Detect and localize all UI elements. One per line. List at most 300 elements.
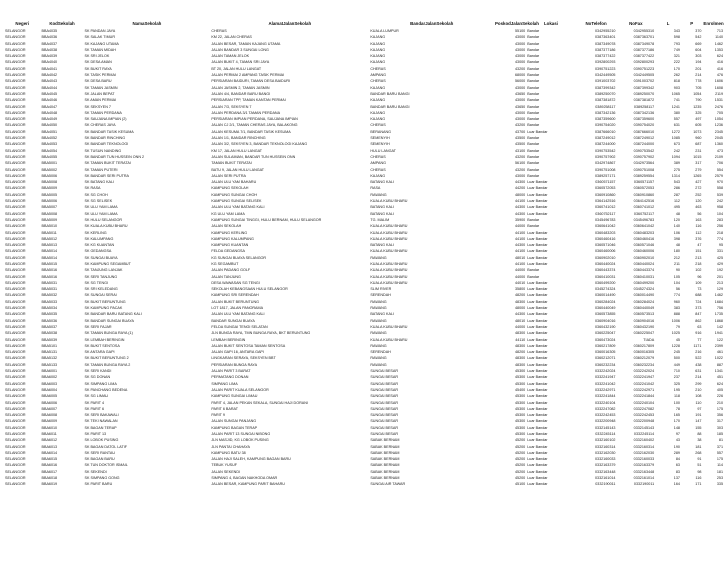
cell-no-telefon: 0390753542 [594,148,616,153]
cell-lokasi: Bandar [527,167,540,172]
cell-lokasi: Luar Bandar [527,381,548,386]
cell-bandar: SERENDAH [370,293,391,298]
cell-lokasi: Luar Bandar [527,438,548,443]
cell-enrolmen: 129 [716,287,723,292]
cell-lokasi: Luar Bandar [527,350,548,355]
cell-enrolmen: 405 [716,387,723,392]
cell-no-telefon: 0360443374 [594,268,616,273]
cell-nama-sekolah: SK BUKIT BERUNTUNG [84,299,126,304]
cell-bandar: KAJANG [370,35,386,40]
cell-negeri: SELANGOR [5,60,26,65]
cell-l: 500 [673,356,680,361]
cell-nama-sekolah: SK PARIT BARU [84,482,113,487]
cell-lokasi: Luar Bandar [527,406,548,411]
cell-kod-sekolah: BBA5036 [41,318,58,323]
cell-nama-sekolah: SK SERI RANTAU [84,450,115,455]
cell-enrolmen: 1684 [714,299,723,304]
cell-negeri: SELANGOR [5,211,26,216]
cell-negeri: SELANGOR [5,142,26,147]
cell-alamat: PARIT 6 BARAT [211,406,238,411]
cell-nama-sekolah: SK TAMAN PUTERI [84,167,118,172]
cell-no-telefon: 0332190011 [595,482,616,487]
cell-lokasi: Bandar [527,54,540,59]
cell-no-fax: 0332160314 [633,444,655,449]
cell-no-fax: 0360440024 [633,261,655,266]
cell-alamat: JALAN SERI PUTRA [211,173,246,178]
cell-bandar: HULU LANGAT [370,148,396,153]
cell-bandar: BATANG KALI [370,211,394,216]
cell-no-fax: 0389258117 [633,104,655,109]
cell-negeri: SELANGOR [5,110,26,115]
cell-poskod: 44300 [514,180,526,185]
cell-l: 631 [673,123,680,128]
cell-alamat: BATU 9, JALAN HULU LANGAT [211,167,265,172]
cell-lokasi: Luar Bandar [527,318,548,323]
cell-kod-sekolah: BBA5035 [41,312,58,317]
cell-enrolmen: 175 [716,406,723,411]
cell-p: 47 [697,243,702,248]
cell-kod-sekolah: BBA5010 [41,224,58,229]
cell-bandar: BATANG KALI [370,180,394,185]
cell-no-fax: 0332161014 [633,476,655,481]
cell-alamat: JALAN BUKIT BERUNTUNG [211,299,259,304]
cell-enrolmen: 185 [716,432,723,436]
cell-no-fax: 0360904016 [633,318,655,323]
cell-alamat: JALAN BESAR, KAMPUNG PARIT BAHARU [211,482,285,487]
cell-no-telefon: 0387666010 [594,129,616,134]
cell-no-fax: 0360232234 [633,362,655,367]
cell-l: 79 [675,324,680,329]
cell-l: 90 [675,268,680,273]
cell-l: 180 [673,249,680,254]
cell-kod-sekolah: BBA4035 [41,29,58,33]
cell-no-fax: 0360014490 [633,293,655,298]
cell-p: 97 [697,406,702,411]
cell-l: 1272 [671,129,680,134]
cell-l: 148 [673,425,680,430]
cell-l: 383 [673,306,680,311]
cell-negeri: SELANGOR [5,47,26,52]
cell-l: 818 [673,79,680,84]
cell-kod-sekolah: BBA6010 [41,425,58,430]
cell-negeri: SELANGOR [5,224,26,229]
cell-nama-sekolah: SK BANDAR TASIK KESUMA [84,129,134,134]
cell-enrolmen: 2119 [715,91,723,96]
cell-enrolmen: 705 [716,110,723,115]
cell-p: 631 [695,369,702,374]
cell-p: 91 [697,457,702,462]
cell-poskod: 44100 [514,199,526,204]
header-l: L [666,21,670,26]
cell-kod-sekolah: BBA6009 [41,419,58,424]
cell-l: 1065 [671,91,680,96]
cell-poskod: 43650 [514,104,526,109]
cell-no-fax: 0392800293 [633,60,655,65]
cell-alamat: DESA WAWASAN SG TENGI [211,280,260,285]
cell-negeri: SELANGOR [5,318,26,323]
cell-no-fax: 0360573513 [633,312,655,317]
cell-bandar: RAWANG [370,356,387,361]
cell-lokasi: Bandar [527,35,540,40]
cell-enrolmen: 473 [716,148,723,153]
cell-lokasi: Luar Bandar [527,469,548,474]
cell-enrolmen: 461 [716,350,723,355]
cell-enrolmen: 192 [716,268,723,273]
cell-negeri: SELANGOR [5,66,26,71]
cell-no-fax: 0391003702 [633,79,655,84]
cell-poskod: 44300 [514,312,526,317]
cell-no-telefon: 0360460416 [594,236,616,241]
cell-poskod: 45200 [514,444,526,449]
cell-l: 710 [673,369,680,374]
header-p: P [690,21,694,26]
cell-nama-sekolah: SK KALUMPANG [84,236,114,241]
cell-l: 84 [675,457,680,462]
cell-alamat: SIMPANG 4, BAGAN NAKHODA OMAR [211,476,278,481]
cell-kod-sekolah: BBA6015 [41,457,58,462]
cell-l: 190 [673,444,680,449]
cell-negeri: SELANGOR [5,230,26,235]
cell-alamat: KAMPUNG SUNGAI CHOH [211,192,258,197]
cell-negeri: SELANGOR [5,274,26,279]
cell-negeri: SELANGOR [5,406,26,411]
cell-no-fax: 0389259554 [633,173,655,178]
cell-p: 120 [695,199,702,204]
cell-poskod: 43650 [514,91,526,96]
cell-bandar: KAJANG [370,47,386,52]
cell-l: 543 [673,180,680,185]
cell-poskod: 45300 [514,432,526,436]
cell-poskod: 44000 [514,224,526,229]
cell-p: 669 [695,41,702,46]
cell-no-telefon: 0332161014 [594,476,616,481]
cell-bandar: BATANG KALI [370,312,394,317]
cell-enrolmen: 1868 [714,318,723,323]
cell-no-fax: 0387349078 [633,41,655,46]
cell-lokasi: Luar Bandar [527,362,548,367]
cell-negeri: SELANGOR [5,350,26,355]
cell-nama-sekolah: SK SG LIMAU [84,394,109,399]
cell-no-telefon: 0360440049 [594,306,616,311]
cell-no-fax: 0332160402 [633,438,655,443]
table-row [4,481,724,487]
cell-kod-sekolah: BBA6019 [41,482,58,487]
cell-negeri: SELANGOR [5,73,26,78]
cell-poskod: 43000 [514,35,526,40]
cell-p: 96 [697,274,702,279]
cell-alamat: KG SUNGAI BUAYA SELANGOR [211,255,267,260]
cell-poskod: 48300 [514,343,526,348]
cell-bandar: RASA [370,186,381,191]
cell-negeri: SELANGOR [5,255,26,260]
cell-no-fax: 0364142516 [633,199,655,204]
cell-p: 112 [695,230,702,235]
cell-bandar: RAWANG [370,343,387,348]
cell-negeri: SELANGOR [5,173,26,178]
cell-alamat: JALAN 7/3, SEKSYEN 7 [211,104,252,109]
cell-lokasi: Luar Bandar [527,205,548,210]
cell-negeri: SELANGOR [5,413,26,418]
cell-no-fax: 0342955310 [633,29,655,33]
cell-lokasi: Luar Bandar [527,413,548,418]
cell-p: 213 [695,255,702,260]
header-lokasi: Lokasi [543,21,558,26]
cell-no-telefon: 0360741012 [594,205,616,210]
cell-kod-sekolah: BBA5008 [41,180,58,185]
cell-bandar: SEMENYIH [370,136,390,141]
cell-l: 48 [675,243,680,248]
cell-negeri: SELANGOR [5,299,26,304]
cell-p: 370 [695,29,702,33]
cell-nama-sekolah: SK KERLING [84,230,107,235]
cell-p: 862 [695,318,702,323]
cell-no-fax: 0360910860 [633,192,655,197]
header-kod-sekolah: KodSekolah [49,21,75,26]
cell-nama-sekolah: SK KAMPUNG PACAK [84,306,123,311]
cell-kod-sekolah: BBA5032 [41,293,58,298]
cell-negeri: SELANGOR [5,199,26,204]
cell-negeri: SELANGOR [5,287,26,292]
cell-alamat: PERMATANG DONAN [211,375,249,380]
cell-no-telefon: 0387244000 [594,142,616,147]
cell-poskod: 56100 [514,161,526,166]
cell-negeri: SELANGOR [5,29,26,33]
cell-negeri: SELANGOR [5,35,26,40]
cell-bandar: SUNGAI BESAR [370,419,399,424]
cell-no-fax: 0332242453 [633,413,655,418]
cell-lokasi: Luar Bandar [527,343,548,348]
cell-p: 724 [695,299,702,304]
cell-alamat: JALAN KESUMA 7/1, BANDAR TASIK KESUMA [211,129,291,134]
cell-lokasi: Luar Bandar [527,261,548,266]
cell-l: 1314 [671,173,680,178]
cell-lokasi: Bandar [527,91,540,96]
cell-poskod: 43000 [514,54,526,59]
cell-alamat: JALAN ULU YAM BATANG KALI [211,205,265,210]
school-table [4,20,724,488]
cell-no-telefon: 0360910860 [594,192,616,197]
cell-nama-sekolah: SK TUN DOKTOR ISMAIL [84,463,128,468]
cell-p: 56 [697,211,702,216]
cell-p: 163 [695,217,702,222]
cell-l: 83 [675,469,680,474]
cell-p: 252 [695,192,702,197]
cell-kod-sekolah: BBA5009 [41,217,58,222]
cell-nama-sekolah: SK SERI KANDI [84,369,112,374]
cell-kod-sekolah: BBA5131 [41,350,58,355]
cell-poskod: 48300 [514,362,526,367]
cell-kod-sekolah: BBA4055 [41,154,58,159]
cell-enrolmen: 2109 [714,154,723,159]
cell-lokasi: Bandar [527,217,540,222]
cell-lokasi: Luar Bandar [527,450,548,455]
cell-p: 522 [695,356,702,361]
cell-lokasi: Luar Bandar [527,387,548,392]
cell-lokasi: Luar Bandar [527,394,548,399]
cell-no-fax: 0360483203 [633,230,655,235]
cell-alamat: JALAN CJ 2/1, TAMAN CHERAS JAYA, BALAKONG [211,123,298,128]
cell-alamat: KAMPUNG KERLING [211,230,248,235]
cell-bandar: SUNGAI BESAR [370,432,399,436]
cell-kod-sekolah: BBA5014 [41,255,58,260]
cell-p: 98 [697,469,702,474]
cell-kod-sekolah: BBA6008 [41,413,58,418]
cell-kod-sekolah: BBA5038 [41,331,58,336]
cell-negeri: SELANGOR [5,243,26,248]
cell-nama-sekolah: SK SG CHOH [84,192,108,197]
cell-p: 38 [697,438,702,443]
cell-nama-sekolah: SK SIMPANG LIMA [84,381,117,386]
cell-enrolmen: 331 [716,249,723,254]
cell-no-telefon: 0360571046 [594,243,616,248]
cell-no-telefon: 0387342136 [594,110,616,115]
cell-l: 380 [673,110,680,115]
cell-l: 140 [673,224,680,229]
cell-bandar: KAJANG [370,60,386,65]
cell-enrolmen: 624 [716,54,723,59]
cell-negeri: SELANGOR [5,217,26,222]
cell-bandar: KAJANG [370,54,386,59]
cell-enrolmen: 1462 [714,293,723,298]
cell-l: 212 [673,255,680,260]
cell-no-fax: 0360016305 [633,350,655,355]
cell-bandar: SABAK BERNAM [370,463,400,468]
header-enrolmen: Enrolmen [703,21,724,26]
cell-enrolmen: 774 [716,236,723,241]
cell-poskod: 43000 [514,98,526,103]
cell-nama-sekolah: SK SAUJANA IMPIAN (2) [84,117,127,122]
cell-nama-sekolah: SK SG TENGI [84,280,109,285]
cell-kod-sekolah: BBA4038 [41,47,58,52]
cell-bandar: KAJANG [370,85,386,90]
cell-no-telefon: 0360904016 [594,318,616,323]
cell-negeri: SELANGOR [5,369,26,374]
cell-l: 495 [673,205,680,210]
cell-alamat: PERSIARAN IMPIAN PERDANA, SAUJANA IMPIAN [211,117,298,122]
cell-enrolmen: 1608 [714,85,723,90]
cell-alamat: KAMPUNG SUNGAI SELISEK [211,199,262,204]
cell-poskod: 45300 [514,425,526,430]
cell-kod-sekolah: BBA6005 [41,394,58,399]
cell-alamat: JALAN JASMIN 2, TAMAN JASMIN [211,85,270,90]
cell-nama-sekolah: SK KAJANG UTAMA [84,41,119,46]
cell-nama-sekolah: SK BATANG KALI [84,180,115,185]
cell-nama-sekolah: SK TAMAN JASMIN [84,85,118,90]
cell-kod-sekolah: BBA4040 [41,60,58,65]
cell-no-fax: 0387381872 [633,98,655,103]
cell-l: 45 [675,337,680,342]
cell-poskod: 44000 [514,274,526,279]
cell-l: 97 [675,432,680,436]
cell-alamat: JALAN SUNGAI PANJANG [211,419,257,424]
cell-no-telefon: 0345274324 [594,287,616,292]
cell-poskod: 44000 [514,324,526,329]
cell-l: 56 [675,287,680,292]
cell-no-telefon: 0387359600 [594,117,616,122]
cell-negeri: SELANGOR [5,381,26,386]
cell-no-telefon: 0342449505 [594,73,616,78]
cell-bandar: KUALA KUBU BHARU [370,224,408,229]
cell-bandar: KUALA KUBU BHARU [370,268,408,273]
cell-alamat: JALAN PARIT 13 SUNGAI NIBONG [211,432,271,436]
cell-no-telefon: 0389250070 [594,91,616,96]
cell-kod-sekolah: BBA4050 [41,123,58,128]
cell-lokasi: Bandar [527,154,540,159]
cell-lokasi: Bandar [527,110,540,115]
cell-kod-sekolah: BBA5015 [41,261,58,266]
cell-enrolmen: 371 [716,444,723,449]
cell-nama-sekolah: SK ULU YAM LAMA [84,205,118,210]
cell-bandar: KAJANG [370,117,386,122]
cell-poskod: 48000 [514,192,526,197]
cell-no-telefon: 0342974867 [594,161,616,166]
cell-no-fax: 0360571157 [633,180,655,185]
cell-nama-sekolah: SK TANJUNG LANJAK [84,268,123,273]
cell-nama-sekolah: SK TAMAN PERDANA [84,110,122,115]
cell-negeri: SELANGOR [5,394,26,399]
cell-bandar: RAWANG [370,192,387,197]
cell-kod-sekolah: BBA4046 [41,98,58,103]
cell-kod-sekolah: BBA5031 [41,280,58,285]
cell-enrolmen: 416 [716,66,723,71]
cell-kod-sekolah: BBA4047 [41,104,58,109]
cell-kod-sekolah: BBA5031 [41,287,58,292]
cell-enrolmen: 335 [716,482,723,487]
cell-no-fax: 0332245114 [633,432,655,436]
cell-kod-sekolah: BBA4037 [41,41,58,46]
cell-no-telefon: 0387381872 [594,98,616,103]
cell-no-fax: 0345274324 [633,287,655,292]
cell-alamat: JALAN TAMAN JELOK [211,54,250,59]
cell-negeri: SELANGOR [5,136,26,141]
cell-nama-sekolah: SK DESA BARU [84,79,112,84]
cell-l: 1085 [671,136,680,141]
cell-p: 438 [695,362,702,367]
cell-negeri: SELANGOR [5,180,26,185]
cell-l: 195 [673,387,680,392]
cell-no-telefon: 0332242024 [594,369,616,374]
cell-enrolmen: 958 [716,205,723,210]
cell-lokasi: Bandar [527,98,540,103]
cell-negeri: SELANGOR [5,186,26,191]
cell-lokasi: Luar Bandar [527,482,548,487]
cell-enrolmen: 1022 [714,356,723,361]
cell-nama-sekolah: SK TAMAN BUKIT TERATAI [84,161,131,166]
cell-nama-sekolah: SK BUKIT BERUNTUNG 2 [84,356,129,361]
cell-no-telefon: 0332245114 [595,432,616,436]
cell-p: 605 [695,123,702,128]
cell-p: 604 [695,47,702,52]
cell-lokasi: Luar Bandar [527,211,548,216]
cell-alamat: JALAN 1/1, BANDAR RINCHING [211,136,266,141]
cell-p: 171 [695,482,702,487]
cell-poskod: 43200 [514,154,526,159]
cell-p: 376 [695,236,702,241]
cell-lokasi: Luar Bandar [527,129,548,134]
cell-no-fax: 0390754020 [633,123,655,128]
cell-poskod: 45200 [514,476,526,481]
cell-poskod: 55100 [514,29,526,33]
cell-enrolmen: 242 [716,199,723,204]
cell-p: 705 [695,85,702,90]
cell-nama-sekolah: SK SEKSYEN 7 [84,104,111,109]
cell-kod-sekolah: BBA5101 [41,343,58,348]
cell-enrolmen: 213 [716,280,723,285]
cell-poskod: 45300 [514,406,526,411]
cell-lokasi: Luar Bandar [527,356,548,361]
cell-negeri: SELANGOR [5,104,26,109]
cell-lokasi: Bandar [527,136,540,141]
